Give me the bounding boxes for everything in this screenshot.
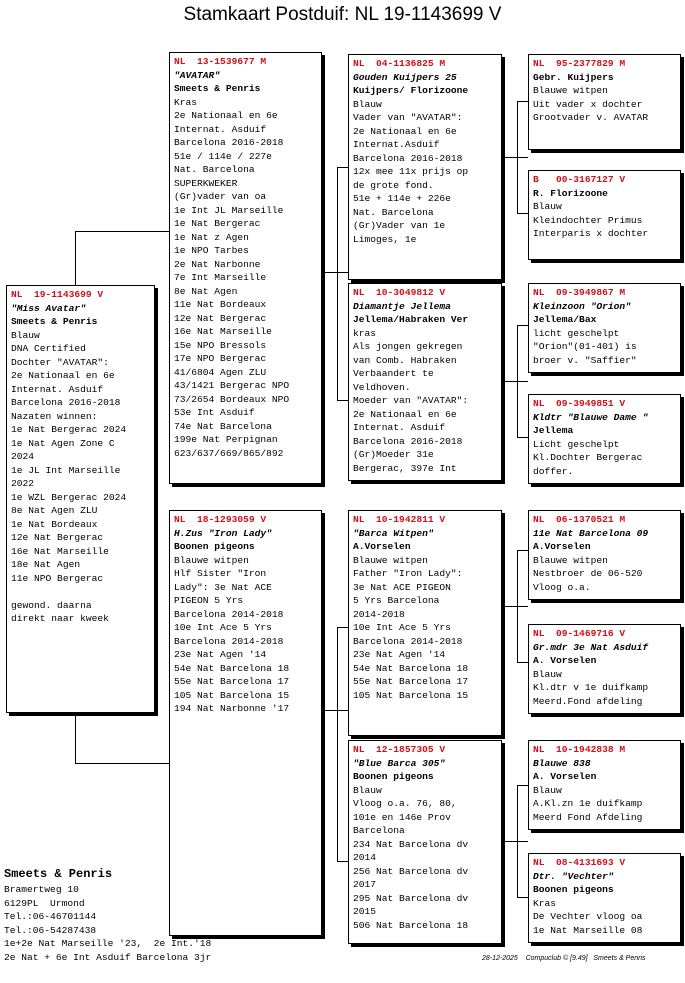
detail-line: DNA Certified <box>11 343 86 354</box>
pigeon-details <box>353 784 497 933</box>
detail-line: Kl.dtr v 1e duifkamp <box>533 682 649 693</box>
detail-line: 1e JL Int Marseille <box>11 464 121 476</box>
detail-line: 12e Nat Bergerac <box>174 312 267 324</box>
detail-line: 23e Nat Agen '14 <box>174 649 267 660</box>
pigeon-details <box>533 554 676 595</box>
detail-line: 54e Nat Barcelona 18 <box>174 662 290 674</box>
detail-line: broer v. "Saffier" <box>533 354 637 366</box>
detail-line: 7e Int Marseille <box>174 272 267 283</box>
detail-line: Barcelona 2014-2018 <box>174 635 284 647</box>
detail-line: Internat. Asduif <box>174 123 267 135</box>
detail-line: Als jongen gekregen <box>353 341 463 352</box>
detail-line: doffer. <box>533 465 574 477</box>
detail-line: Kras <box>533 897 557 909</box>
connector-line <box>517 550 528 551</box>
detail-line: 43/1421 Bergerac NPO <box>174 380 290 391</box>
detail-line: 2e Nationaal en 6e <box>11 370 115 381</box>
pigeon-name: "Barca Witpen" <box>353 527 434 539</box>
detail-line: Barcelona 2014-2018 <box>353 635 463 647</box>
detail-line: (Gr)Moeder 31e <box>353 449 434 460</box>
detail-line: 623/637/669/865/892 <box>174 447 284 459</box>
detail-line: Blauwe witpen <box>533 554 608 566</box>
detail-line: Limoges, 1e <box>353 233 417 245</box>
connector-line <box>337 167 338 400</box>
connector-line <box>517 437 528 438</box>
pigeon-details <box>533 784 676 825</box>
detail-line: Nestbroer de 06-520 <box>533 568 643 579</box>
pigeon-card-mmm[interactable] <box>528 853 681 943</box>
detail-line: (Gr)vader van oa <box>174 191 267 202</box>
pigeon-card-mf[interactable] <box>348 510 502 736</box>
connector-line <box>517 785 528 786</box>
pigeon-owner: Boonen pigeons <box>353 771 434 782</box>
detail-line: 295 Nat Barcelona dv <box>353 892 469 904</box>
detail-line: 15e NPO Bressols <box>174 339 267 351</box>
detail-line: Tel.:06-54287438 <box>4 924 97 936</box>
detail-line: 1e+2e Nat Marseille '23, 2e Int.'18 <box>4 938 212 949</box>
pigeon-card-mmf[interactable] <box>528 740 681 830</box>
detail-line: Kras <box>174 96 198 108</box>
detail-line: Barcelona 2016-2018 <box>11 397 121 408</box>
detail-line: 11e NPO Bergerac <box>11 572 104 584</box>
ring-number: NL 06-1370521 M <box>533 514 626 525</box>
detail-line: 1e Nat Marseille 08 <box>533 924 643 936</box>
connector-line <box>337 861 348 862</box>
pigeon-details <box>533 897 676 938</box>
connector-line <box>337 627 338 861</box>
detail-line: Nazaten winnen: <box>11 410 98 422</box>
pigeon-card-subject[interactable] <box>6 285 155 713</box>
detail-line: Kl.Dochter Bergerac <box>533 452 643 463</box>
breeder-info <box>4 866 211 964</box>
pigeon-owner: Gebr. Kuijpers <box>533 71 614 83</box>
pigeon-details <box>533 200 676 241</box>
pigeon-card-fff[interactable] <box>528 54 681 150</box>
detail-line: 6129PL Urmond <box>4 897 85 909</box>
detail-line: 2024 <box>11 451 35 462</box>
pigeon-owner: Boonen pigeons <box>533 884 614 895</box>
detail-line: 2e Nat Narbonne <box>174 258 261 270</box>
detail-line: 234 Nat Barcelona dv <box>353 838 469 850</box>
pigeon-owner: A.Vorselen <box>353 541 411 552</box>
pigeon-name: Blauwe 838 <box>533 757 591 769</box>
detail-line: 12e Nat Bergerac <box>11 532 104 543</box>
detail-line: 16e Nat Marseille <box>174 326 272 337</box>
detail-line: 105 Nat Barcelona 15 <box>353 689 469 701</box>
detail-line: Nat. Barcelona <box>174 164 255 175</box>
pigeon-card-mm[interactable] <box>348 740 502 944</box>
pigeon-card-fm[interactable] <box>348 283 502 481</box>
pigeon-name: Diamantje Jellema <box>353 300 451 312</box>
ring-number: NL 95-2377829 M <box>533 58 626 69</box>
detail-line: 11e Nat Bordeaux <box>174 299 267 310</box>
detail-line: 1e WZL Bergerac 2024 <box>11 491 127 503</box>
pigeon-owner: Kuijpers/ Florizoone <box>353 85 469 96</box>
connector-line <box>337 627 348 628</box>
ring-number: NL 18-1293059 V <box>174 514 267 525</box>
detail-line: 199e Nat Perpignan <box>174 434 278 445</box>
pigeon-card-mff[interactable] <box>528 510 681 600</box>
pigeon-details <box>174 96 317 461</box>
detail-line: Barcelona 2014-2018 <box>174 608 284 620</box>
detail-line: Grootvader v. AVATAR <box>533 112 649 123</box>
detail-line: Barcelona 2016-2018 <box>174 137 284 148</box>
detail-line: Vader van "AVATAR": <box>353 112 463 123</box>
detail-line: de grote fond. <box>353 179 434 191</box>
connector-line <box>337 400 348 401</box>
connector-line <box>502 841 528 842</box>
ring-number: NL 10-1942811 V <box>353 514 446 525</box>
detail-line: Nat. Barcelona <box>353 206 434 218</box>
detail-line: 17e NPO Bergerac <box>174 353 267 364</box>
detail-line: 194 Nat Narbonne '17 <box>174 703 290 714</box>
detail-line: Barcelona 2016-2018 <box>353 435 463 447</box>
pigeon-owner: Jellema <box>533 425 574 436</box>
connector-line <box>517 213 528 214</box>
pigeon-card-fmf[interactable] <box>528 283 681 373</box>
detail-line: 8e Nat Agen <box>174 285 238 297</box>
pigeon-name: Kleinzoon "Orion" <box>533 300 631 312</box>
detail-line: Hlf Sister "Iron <box>174 568 267 579</box>
detail-line: Father "Iron Lady": <box>353 568 463 579</box>
pigeon-card-father[interactable] <box>169 52 322 484</box>
ring-number: B 00-3167127 V <box>533 174 626 185</box>
ring-number: NL 09-3949851 V <box>533 398 626 409</box>
detail-line: kras <box>353 327 377 339</box>
ring-number: NL 09-3949867 M <box>533 287 626 298</box>
detail-line: direkt naar kweek <box>11 613 109 624</box>
pigeon-details <box>353 554 497 703</box>
connector-line <box>322 272 348 273</box>
pigeon-owner: Jellema/Habraken Ver <box>353 314 469 325</box>
detail-line: 101e en 146e Prov <box>353 811 451 823</box>
detail-line: Blauw <box>533 201 562 212</box>
detail-line: Blauw <box>353 98 382 110</box>
detail-line: Internat.Asduif <box>353 139 440 150</box>
pigeon-details <box>533 327 676 368</box>
pigeon-name: "Miss Avatar" <box>11 302 86 314</box>
ring-number: NL 09-1469716 V <box>533 628 626 639</box>
detail-line: 2022 <box>11 478 35 489</box>
pigeon-owner: Smeets & Penris <box>174 83 261 94</box>
detail-line: Blauw <box>533 784 562 796</box>
detail-line: 73/2654 Bordeaux NPO <box>174 393 290 405</box>
detail-line: Blauwe witpen <box>174 554 249 566</box>
detail-line: Licht geschelpt <box>533 438 620 450</box>
detail-line: 5 Yrs Barcelona <box>353 595 440 606</box>
detail-line: Meerd.Fond afdeling <box>533 695 643 707</box>
pigeon-details <box>353 98 497 247</box>
pigeon-details <box>353 327 497 476</box>
ring-number: NL 13-1539677 M <box>174 56 267 67</box>
detail-line: van Comb. Habraken <box>353 354 457 366</box>
detail-line: 105 Nat Barcelona 15 <box>174 689 290 701</box>
pigeon-name: Gr.mdr 3e Nat Asduif <box>533 641 649 653</box>
ring-number: NL 10-1942838 M <box>533 744 626 755</box>
detail-line: 10e Int Ace 5 Yrs <box>353 622 451 633</box>
pigeon-name: "AVATAR" <box>174 69 221 81</box>
detail-line: 2017 <box>353 879 377 890</box>
detail-line: 10e Int Ace 5 Yrs <box>174 622 272 633</box>
detail-line: Dochter "AVATAR": <box>11 356 109 368</box>
pigeon-details <box>11 329 150 626</box>
pigeon-details <box>533 438 676 479</box>
detail-line: Bergerac, 397e Int <box>353 462 457 474</box>
detail-line: Uit vader x dochter <box>533 98 643 110</box>
connector-line <box>75 713 76 763</box>
pigeon-name: 11e Nat Barcelona 09 <box>533 527 649 539</box>
detail-line: 1e Nat Bordeaux <box>11 518 98 530</box>
detail-line: 55e Nat Barcelona 17 <box>174 676 290 687</box>
pigeon-name: Gouden Kuijpers 25 <box>353 71 457 83</box>
breeder-name: Smeets & Penris <box>4 867 113 881</box>
detail-line: 2015 <box>353 906 377 917</box>
connector-line <box>517 101 528 102</box>
detail-line: Barcelona <box>353 825 405 836</box>
detail-line: De Vechter vloog oa <box>533 911 643 922</box>
page-title: Stamkaart Postduif: NL 19-1143699 V <box>183 4 502 25</box>
detail-line: 256 Nat Barcelona dv <box>353 865 469 877</box>
detail-line: Blauw <box>11 329 40 341</box>
detail-line: Bramertweg 10 <box>4 884 79 895</box>
pigeon-card-fmm[interactable] <box>528 394 681 484</box>
pigeon-owner: R. Florizoone <box>533 187 608 199</box>
connector-line <box>322 710 348 711</box>
detail-line: 55e Nat Barcelona 17 <box>353 676 469 687</box>
detail-line: Blauw <box>533 668 562 680</box>
connector-line <box>517 897 528 898</box>
pigeon-details <box>533 84 676 125</box>
detail-line: licht geschelpt <box>533 327 620 339</box>
detail-line: Meerd Fond Afdeling <box>533 811 643 823</box>
detail-line: 506 Nat Barcelona 18 <box>353 919 469 931</box>
footer-credits: 28-12-2025 Compuclub © [9.49] Smeets & Penris <box>482 955 646 962</box>
detail-line <box>11 585 150 599</box>
pigeon-owner: A. Vorselen <box>533 771 597 782</box>
detail-line: 8e Nat Agen ZLU <box>11 505 98 516</box>
breeder-details <box>4 883 211 964</box>
detail-line: Vloog o.a. <box>533 581 591 593</box>
detail-line: 1e Nat Bergerac 2024 <box>11 424 127 435</box>
connector-line <box>75 231 169 232</box>
detail-line: Veldhoven. <box>353 381 411 393</box>
pigeon-details <box>533 668 676 709</box>
detail-line: Interparis x dochter <box>533 228 649 239</box>
connector-line <box>517 325 528 326</box>
pigeon-card-mfm[interactable] <box>528 624 681 714</box>
detail-line: Blauwe witpen <box>353 554 428 566</box>
detail-line: Internat. Asduif <box>353 422 446 433</box>
connector-line <box>502 157 528 158</box>
pigeon-name: "Blue Barca 305" <box>353 757 446 769</box>
connector-line <box>75 763 169 764</box>
detail-line: 1e Nat z Agen <box>174 231 249 243</box>
detail-line: 3e Nat ACE PIGEON <box>353 581 451 593</box>
detail-line: Blauwe witpen <box>533 85 608 96</box>
pigeon-card-ff[interactable] <box>348 54 502 280</box>
pigeon-owner: Smeets & Penris <box>11 316 98 327</box>
detail-line: 2014 <box>353 852 377 863</box>
ring-number: NL 19-1143699 V <box>11 289 104 300</box>
detail-line: (Gr)Vader van 1e <box>353 220 446 231</box>
ring-number: NL 10-3049812 V <box>353 287 446 298</box>
pigeon-name: Kldtr "Blauwe Dame " <box>533 411 649 423</box>
connector-line <box>337 167 348 168</box>
pigeon-owner: Jellema/Bax <box>533 314 597 325</box>
connector-line <box>502 381 528 382</box>
detail-line: 41/6804 Agen ZLU <box>174 366 267 378</box>
detail-line: SUPERKWEKER <box>174 177 238 189</box>
connector-line <box>517 662 528 663</box>
detail-line: Lady": 3e Nat ACE <box>174 581 272 593</box>
pigeon-name: H.Zus "Iron Lady" <box>174 527 272 539</box>
pigeon-card-ffm[interactable] <box>528 170 681 260</box>
detail-line: 54e Nat Barcelona 18 <box>353 662 469 674</box>
pigeon-owner: A. Vorselen <box>533 655 597 666</box>
detail-line: Tel.:06-46701144 <box>4 911 97 922</box>
detail-line: Verbaandert te <box>353 368 434 379</box>
detail-line: gewond. daarna <box>11 599 92 611</box>
detail-line: Barcelona 2016-2018 <box>353 152 463 164</box>
detail-line: 1e NPO Tarbes <box>174 245 249 256</box>
detail-line: 23e Nat Agen '14 <box>353 649 446 660</box>
pigeon-owner: Boonen pigeons <box>174 541 255 552</box>
detail-line: 2e Nat + 6e Int Asduif Barcelona 3jr <box>4 951 212 963</box>
connector-line <box>75 231 76 286</box>
detail-line: 51e / 114e / 227e <box>174 150 272 162</box>
detail-line: 1e Nat Bergerac <box>174 218 261 229</box>
detail-line: Internat. Asduif <box>11 383 104 395</box>
detail-line: A.Kl.zn 1e duifkamp <box>533 798 643 809</box>
ring-number: NL 08-4131693 V <box>533 857 626 868</box>
detail-line: Kleindochter Primus <box>533 214 643 226</box>
detail-line: 53e Int Asduif <box>174 407 255 418</box>
detail-line: 18e Nat Agen <box>11 559 81 570</box>
ring-number: NL 04-1136825 M <box>353 58 446 69</box>
detail-line: 12x mee 11x prijs op <box>353 166 469 177</box>
detail-line: 51e + 114e + 226e <box>353 193 451 204</box>
ring-number: NL 12-1857305 V <box>353 744 446 755</box>
detail-line: Moeder van "AVATAR": <box>353 395 469 406</box>
pigeon-details <box>174 554 317 716</box>
detail-line: 2014-2018 <box>353 608 405 620</box>
detail-line: "Orion"(01-401) is <box>533 341 637 352</box>
detail-line: 2e Nationaal en 6e <box>353 125 457 137</box>
detail-line: PIGEON 5 Yrs <box>174 595 244 606</box>
detail-line: Vloog o.a. 76, 80, <box>353 798 457 809</box>
detail-line: 16e Nat Marseille <box>11 545 109 557</box>
detail-line: Blauw <box>353 784 382 796</box>
detail-line: 2e Nationaal en 6e <box>174 110 278 121</box>
connector-line <box>502 606 528 607</box>
detail-line: 2e Nationaal en 6e <box>353 408 457 420</box>
detail-line: 1e Nat Agen Zone C <box>11 437 115 449</box>
pigeon-owner: A.Vorselen <box>533 541 591 552</box>
pigeon-name: Dtr. "Vechter" <box>533 870 614 882</box>
detail-line: 74e Nat Barcelona <box>174 420 272 432</box>
detail-line: 1e Int JL Marseille <box>174 204 284 216</box>
